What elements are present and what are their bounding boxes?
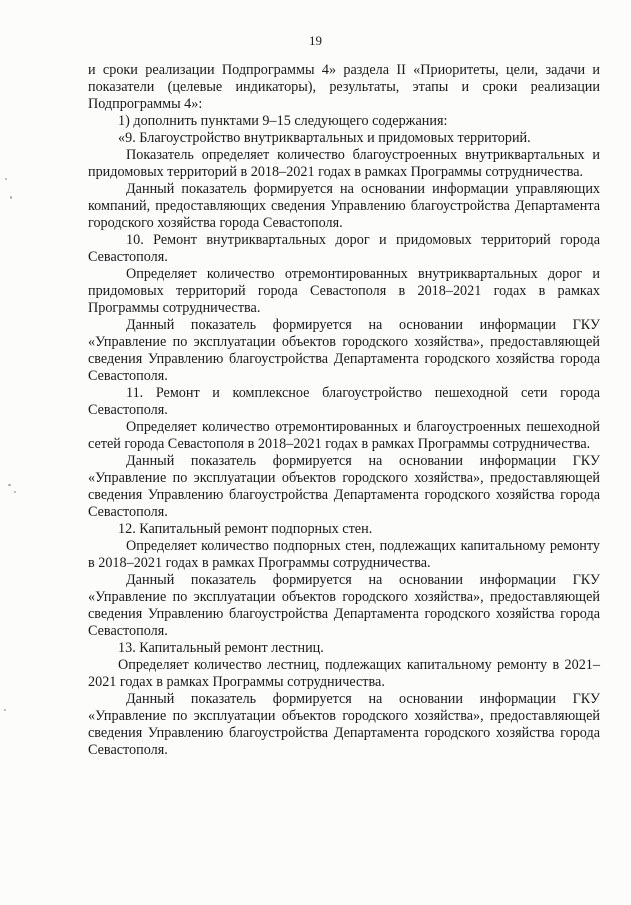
document-body <box>88 62 600 759</box>
paragraph-item-9-title: «9. Благоустройство внутриквартальных и придомовых территорий. <box>118 130 531 146</box>
paragraph-item-11-source: Данный показатель формируется на основании информации ГКУ «Управление по эксплуатации объектов городского хозяйства», предоставляющей сведения Управлению благоустройства Департамента городского хозяйства города Севастополя. <box>88 453 600 520</box>
scan-speck <box>10 196 12 199</box>
paragraph-amendment: 1) дополнить пунктами 9–15 следующего содержания: <box>118 113 448 129</box>
paragraph-item-13-definition: Определяет количество лестниц, подлежащих капитальному ремонту в 2021–2021 годах в рамках Программы сотрудничества. <box>88 657 600 690</box>
paragraph-item-10-source: Данный показатель формируется на основании информации ГКУ «Управление по эксплуатации объектов городского хозяйства», предоставляющей сведения Управлению благоустройства Департамента городского хозяйства города Севастополя. <box>88 317 600 384</box>
paragraph-item-13-title: 13. Капитальный ремонт лестниц. <box>118 640 324 656</box>
paragraph-item-11-definition: Определяет количество отремонтированных и благоустроенных пешеходной сетей города Севастополя в 2018–2021 годах в рамках Программы сотрудничества. <box>88 419 600 452</box>
paragraph-item-12-source: Данный показатель формируется на основании информации ГКУ «Управление по эксплуатации объектов городского хозяйства», предоставляющей сведения Управлению благоустройства Департамента городского хозяйства города Севастополя. <box>88 572 600 639</box>
paragraph-item-10-definition: Определяет количество отремонтированных внутриквартальных дорог и придомовых территорий города Севастополя в 2018–2021 годах в рамках Программы сотрудничества. <box>88 266 600 316</box>
paragraph-item-12-definition: Определяет количество подпорных стен, подлежащих капитальному ремонту в 2018–2021 годах в рамках Программы сотрудничества. <box>88 538 600 571</box>
paragraph-item-10-title: 10. Ремонт внутриквартальных дорог и придомовых территорий города Севастополя. <box>88 232 600 265</box>
page-number: 19 <box>309 33 322 48</box>
paragraph-intro: и сроки реализации Подпрограммы 4» раздела II «Приоритеты, цели, задачи и показатели (целевые индикаторы), результаты, этапы и сроки реализации Подпрограммы 4»: <box>88 62 600 112</box>
paragraph-item-9-definition: Показатель определяет количество благоустроенных внутриквартальных и придомовых территорий в 2018–2021 годах в рамках Программы сотрудничества. <box>88 147 600 180</box>
scan-speck <box>8 484 11 486</box>
paragraph-item-9-source: Данный показатель формируется на основании информации управляющих компаний, предоставляющих сведения Управлению благоустройства Департамента городского хозяйства города Севастополя. <box>88 181 600 231</box>
paragraph-item-12-title: 12. Капитальный ремонт подпорных стен. <box>118 521 373 537</box>
scan-speck <box>4 709 6 711</box>
paragraph-item-13-source: Данный показатель формируется на основании информации ГКУ «Управление по эксплуатации объектов городского хозяйства», предоставляющей сведения Управлению благоустройства Департамента городского хозяйства города Севастополя. <box>88 691 600 758</box>
scan-speck <box>5 178 7 180</box>
scan-speck <box>14 491 16 493</box>
paragraph-item-11-title: 11. Ремонт и комплексное благоустройство пешеходной сети города Севастополя. <box>88 385 600 418</box>
